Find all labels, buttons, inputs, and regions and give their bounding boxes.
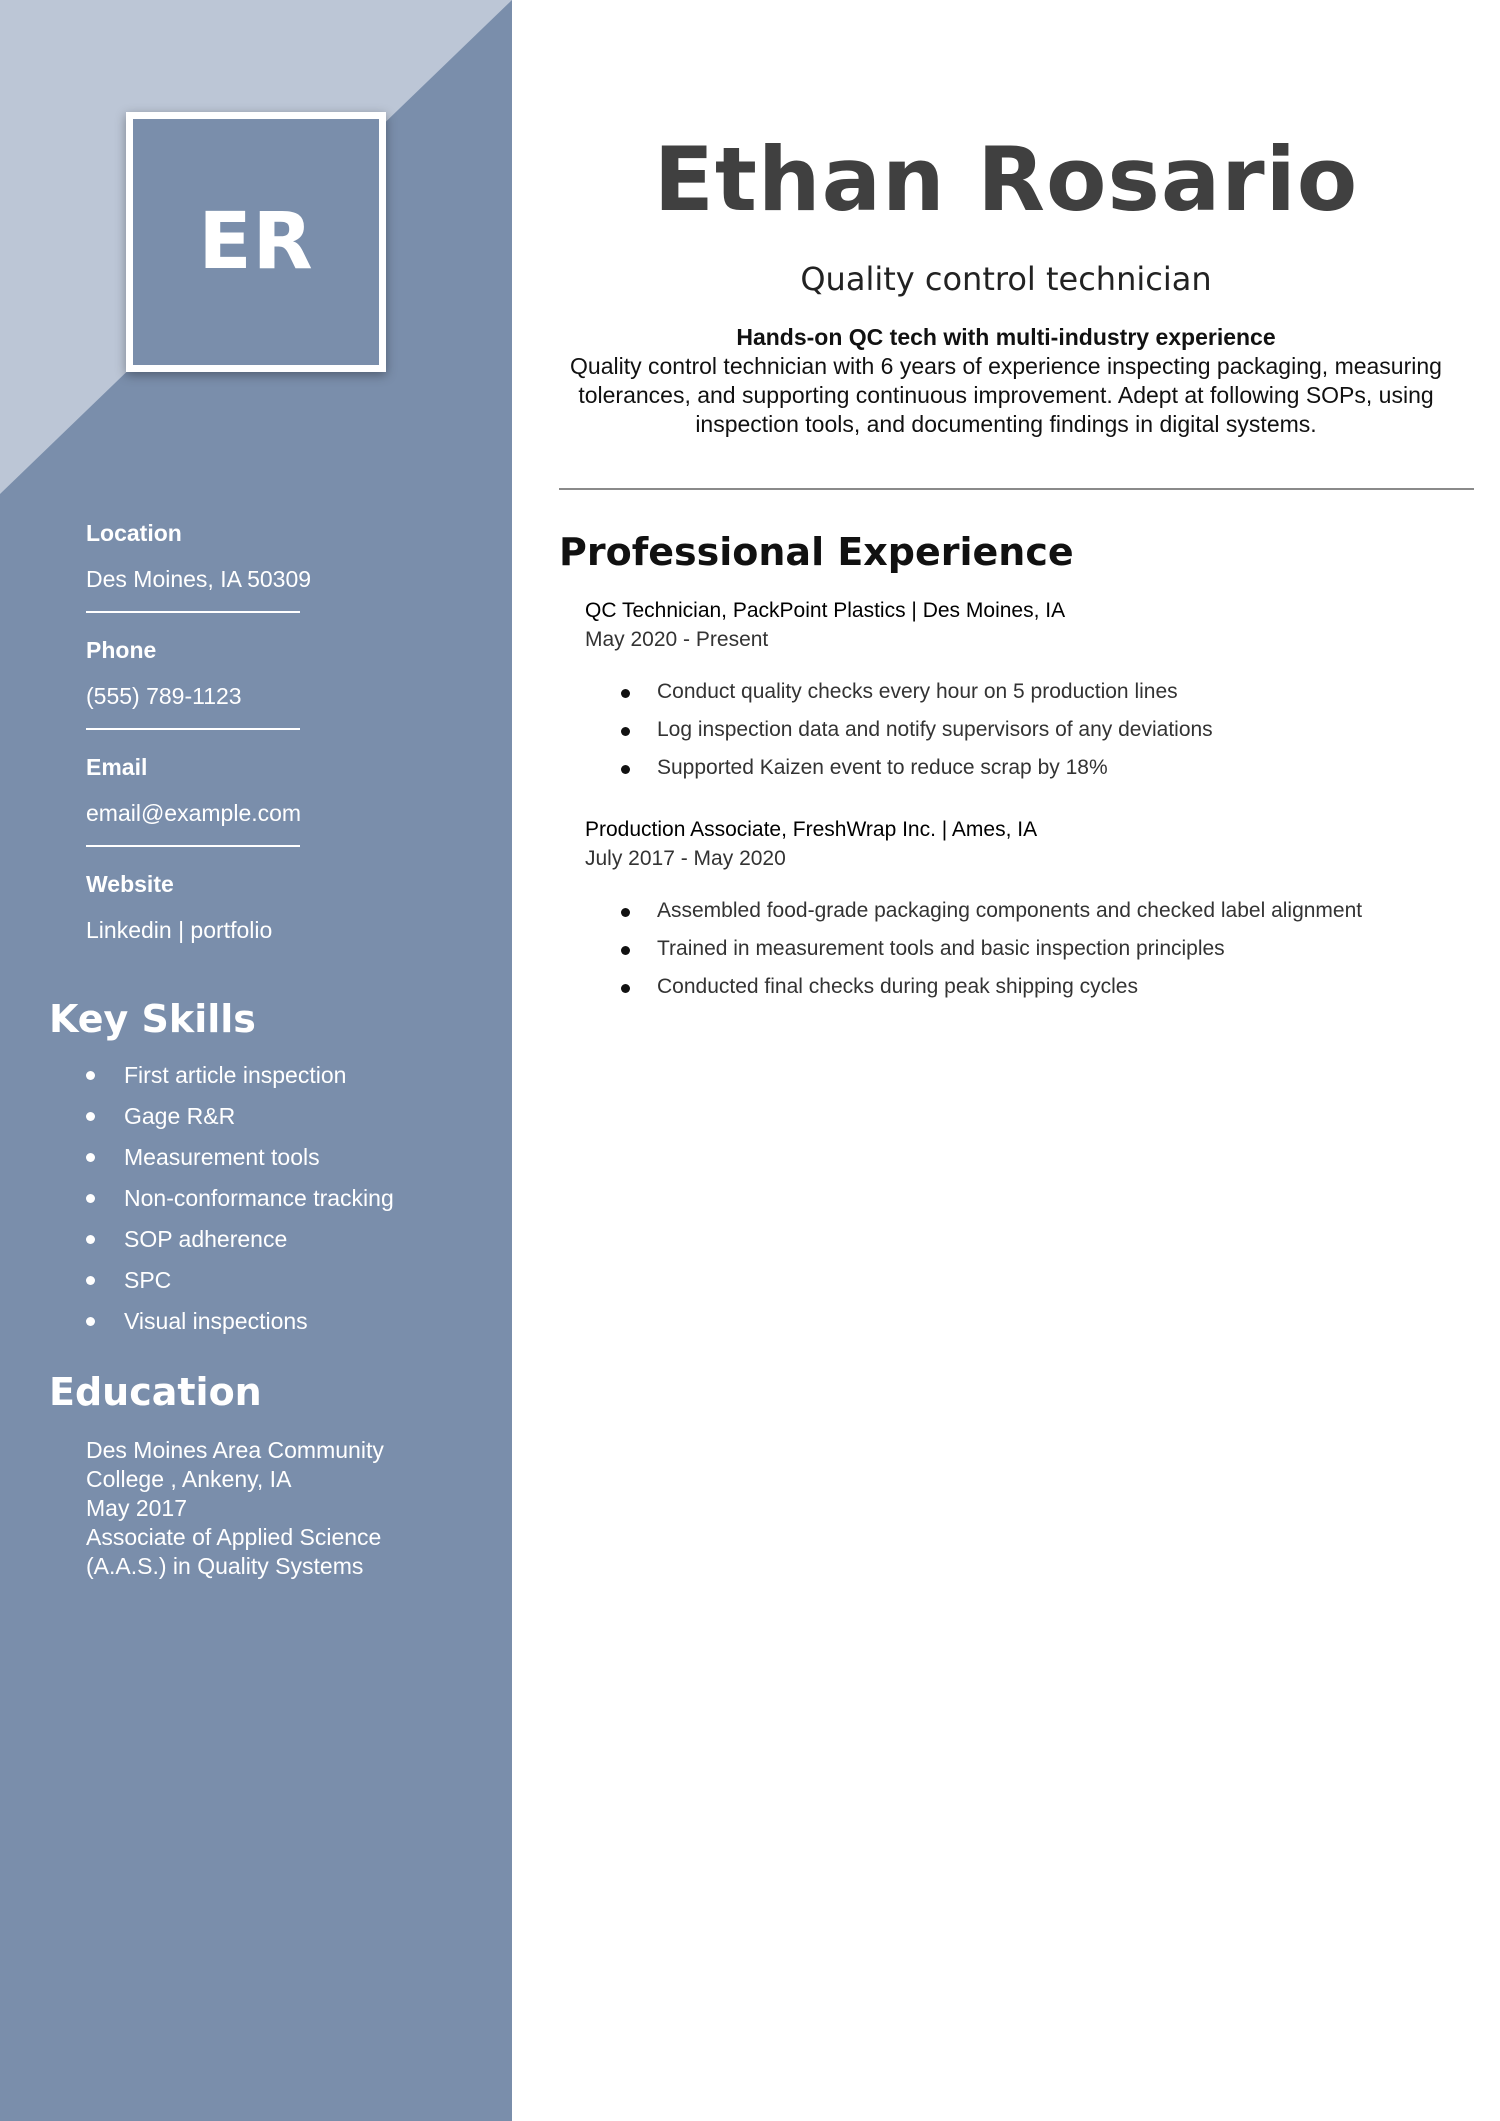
skill-item (86, 1305, 394, 1346)
monogram-box (126, 112, 386, 372)
skill-text: Measurement tools (124, 1144, 320, 1170)
contact-value: Linkedin | portfolio (86, 917, 273, 943)
bullet-icon (86, 1317, 95, 1326)
contact-location (86, 514, 426, 631)
summary-tagline: Hands-on QC tech with multi-industry experience (736, 324, 1276, 350)
contact-label: Website (86, 871, 174, 897)
contact-divider (86, 728, 300, 730)
job-bullet (585, 934, 1465, 972)
skill-text: Gage R&R (124, 1103, 236, 1129)
skill-item (86, 1264, 394, 1305)
contact-divider (86, 611, 300, 613)
job-entry (585, 596, 1465, 791)
header-divider (559, 488, 1474, 490)
contact-value: email@example.com (86, 800, 302, 826)
job-bullet (585, 677, 1465, 715)
bullet-icon (86, 1071, 95, 1080)
school-name: Des Moines Area Community (86, 1437, 384, 1463)
skill-text: First article inspection (124, 1062, 347, 1088)
sidebar (0, 0, 512, 2121)
job-bullet (585, 896, 1465, 934)
bullet-icon (86, 1276, 95, 1285)
bullet-icon (621, 765, 630, 774)
contact-value: (555) 789-1123 (86, 683, 242, 709)
bullet-icon (86, 1153, 95, 1162)
summary-text: Quality control technician with 6 years of experience inspecting packaging, measuring tolerances, and supporting continuous improvement. Adept at following SOPs, using inspection tools, and documenting findings in digital systems. (570, 353, 1442, 437)
experience-heading: Professional Experience (559, 530, 1074, 574)
education-heading: Education (49, 1370, 262, 1414)
bullet-icon (86, 1112, 95, 1121)
monogram: ER (198, 197, 314, 287)
job-bullet (585, 715, 1465, 753)
degree-field: (A.A.S.) in Quality Systems (86, 1553, 364, 1579)
skill-item (86, 1100, 394, 1141)
bullet-text: Conducted final checks during peak shipping cycles (657, 975, 1138, 998)
bullet-icon (86, 1235, 95, 1244)
bullet-icon (621, 984, 630, 993)
skills-list (86, 1059, 394, 1346)
contact-value: Des Moines, IA 50309 (86, 566, 312, 592)
bullet-text: Log inspection data and notify supervisors of any deviations (657, 718, 1213, 741)
skill-item (86, 1059, 394, 1100)
bullet-icon (621, 727, 630, 736)
skill-item (86, 1141, 394, 1182)
job-bullet (585, 753, 1465, 791)
job-role: Production Associate, FreshWrap Inc. | Ames, IA (585, 818, 1038, 841)
skills-heading: Key Skills (49, 997, 256, 1041)
job-bullets (585, 896, 1465, 1010)
job-bullets (585, 677, 1465, 791)
job-title: Quality control technician (800, 260, 1212, 298)
job-role: QC Technician, PackPoint Plastics | Des Moines, IA (585, 599, 1066, 622)
bullet-text: Supported Kaizen event to reduce scrap by 18% (657, 756, 1108, 779)
skill-text: SPC (124, 1267, 172, 1293)
candidate-name: Ethan Rosario (653, 128, 1359, 231)
contact-section (86, 514, 426, 982)
bullet-text: Assembled food-grade packaging components and checked label alignment (657, 899, 1363, 922)
bullet-icon (621, 946, 630, 955)
contact-website (86, 865, 426, 982)
contact-label: Phone (86, 637, 157, 663)
contact-email (86, 748, 426, 865)
education-entry (86, 1436, 426, 1581)
job-dates: May 2020 - Present (585, 628, 769, 651)
graduation-date: May 2017 (86, 1495, 188, 1521)
skill-item (86, 1182, 394, 1223)
main-content (512, 0, 1500, 2121)
bullet-text: Conduct quality checks every hour on 5 production lines (657, 680, 1178, 703)
skill-text: SOP adherence (124, 1226, 288, 1252)
degree: Associate of Applied Science (86, 1524, 382, 1550)
bullet-icon (621, 689, 630, 698)
school-location: College , Ankeny, IA (86, 1466, 292, 1492)
job-bullet (585, 972, 1465, 1010)
skill-text: Non-conformance tracking (124, 1185, 394, 1211)
skill-text: Visual inspections (124, 1308, 308, 1334)
contact-phone (86, 631, 426, 748)
bullet-icon (621, 908, 630, 917)
contact-label: Email (86, 754, 148, 780)
job-dates: July 2017 - May 2020 (585, 847, 786, 870)
contact-divider (86, 845, 300, 847)
bullet-icon (86, 1194, 95, 1203)
bullet-text: Trained in measurement tools and basic inspection principles (657, 937, 1225, 960)
contact-label: Location (86, 520, 182, 546)
skill-item (86, 1223, 394, 1264)
job-entry (585, 815, 1465, 1010)
